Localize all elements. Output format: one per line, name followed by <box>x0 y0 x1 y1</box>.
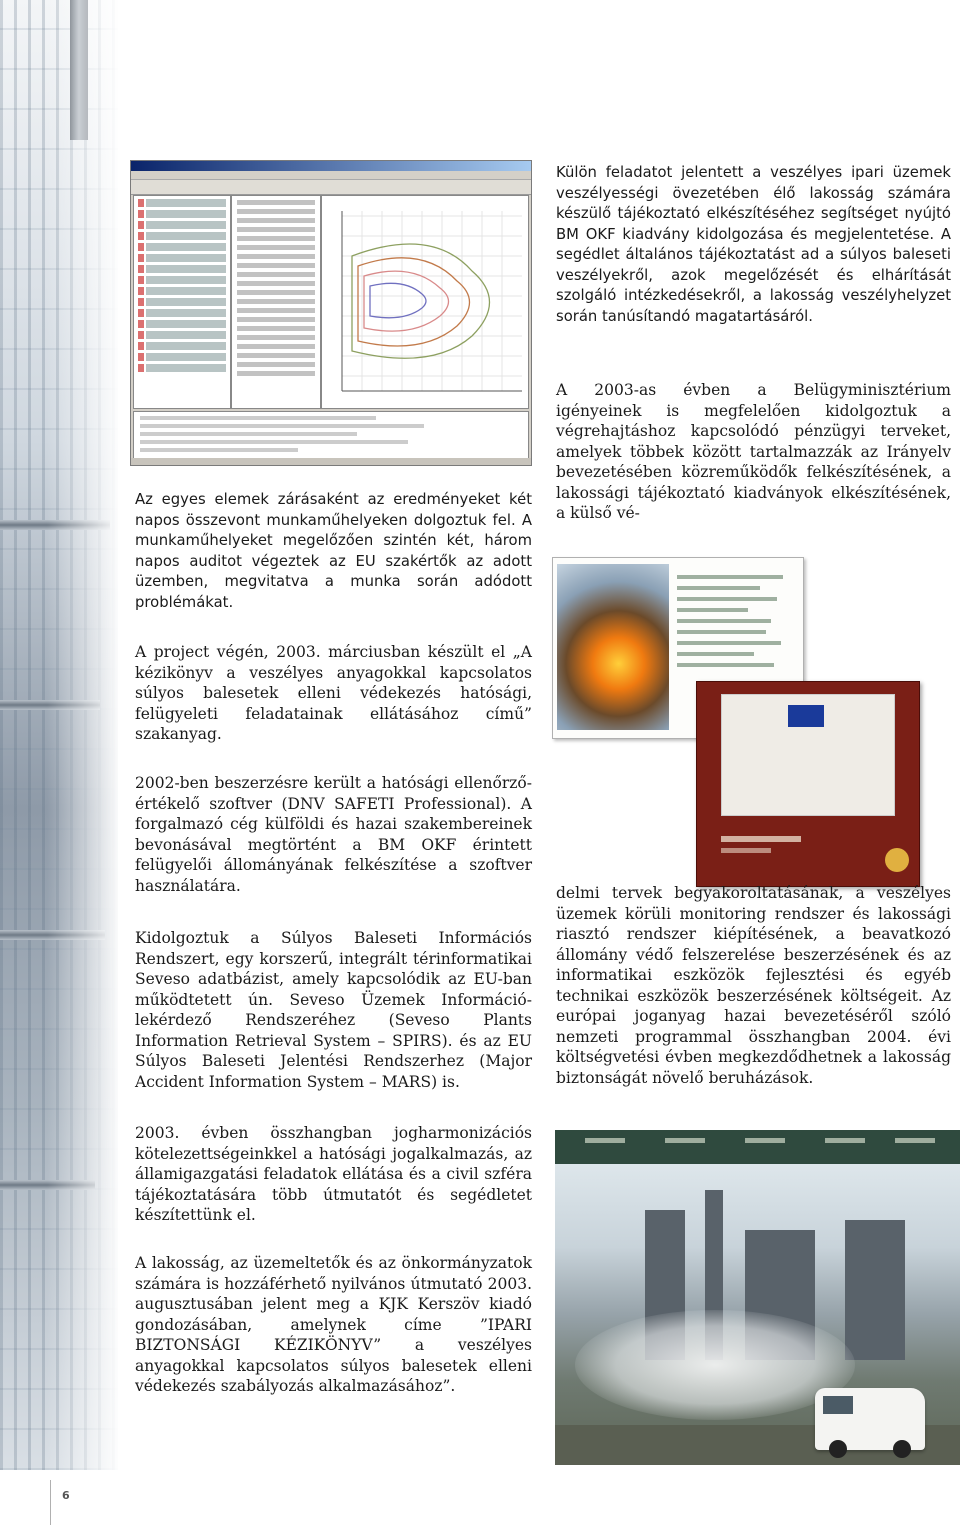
paragraph-penzugyi-tervek: A 2003-as évben a Belügyminisztérium igényeinek is megfelelően kidolgoztuk a végrehajtáshoz kapcsolódó pénzügyi terveket, amelyek többek között tartalmazzák az Irányelv bevezetésében közreműködők felkészítésének, a lakossági tájékoztató kiadványok elkészítésének, a külső vé- <box>556 381 951 522</box>
pipe <box>0 930 105 940</box>
industrial-background-photo <box>0 0 118 1470</box>
fire-photo <box>557 564 669 730</box>
study-tree-panel <box>133 195 231 409</box>
paragraph-informacios-rendszer: Kidolgoztuk a Súlyos Baleseti Információs Rendszert, egy korszerű, integrált térinformatikai Seveso adatbázist, amely kapcsolódik az EU-ban működtetett ún. Seveso Üzemek Információ-lekérdező Rendszeréhez (Seveso Plants Information Retrieval System – SPIRS). és az EU Súlyos Baleseti Jelentési Rendszerhez (Major Accident Information System – MARS) is. <box>135 929 532 1091</box>
water-spray-mist <box>575 1310 855 1420</box>
paragraph-szoftver: 2002-ben beszerzésre került a hatósági ellenőrző-értékelő szoftver (DNV SAFETI Professional). A forgalmazó cég külföldi és hazai szakembereinek bevonásával megtörtént a BM OKF érintett felügyelői állományának felkészítése a szoftver használatára. <box>135 774 532 895</box>
paragraph-vedelmi-tervek: delmi tervek begyakoroltatásának, a veszélyes üzemek körüli monitoring rendszer és lakossági riasztó rendszer kiépítésének, a beavatkozó állomány védő felszerelése beszerzésének és az informatikai eszközök fejlesztési és egyéb technikai eszközök beszerzésének költségeit. Az európai joganyag hazai bevezetéséről szóló nemzeti programmal összhangban 2004. évi költségvetési évben megkezdődhetnek a lakosság biztonságát növelő beruházások. <box>556 884 951 1087</box>
plant-structure <box>845 1220 905 1360</box>
industrial-safety-handbook-cover <box>696 681 920 887</box>
pipe <box>0 700 100 710</box>
paragraph-kezikonyv: A project végén, 2003. márciusban készült el „A kézikönyv a veszélyes anyagokkal kapcsolatos súlyos balesetek elleni védekezés hatósági, felügyeleti feladatainak ellátásához című” szakanyag. <box>135 643 532 743</box>
paragraph-ipari-biztonsagi-kezikonyv: A lakosság, az üzemeltetők és az önkormányzatok számára is hozzáférhető nyilvános útmutató 2003. augusztusában jelent meg a KJK Kerszöv kiadó gondozásában, amelynek címe ”IPARI BIZTONSÁGI KÉZIKÖNYV” a veszélyes anyagokkal kapcsolatos súlyos balesetek elleni védekezés szabályozás alkalmazásához”. <box>135 1254 532 1395</box>
paragraph-lakossagi-tajekoztato: Külön feladatot jelentett a veszélyes ipari üzemek veszélyességi övezetében élő lakosság számára készülő tájékoztató elkészítéséhez segítséget nyújtó BM OKF kiadvány kidolgozása és megjelentetése. A segédlet általános tájékoztatást ad a súlyos baleseti veszélyekről, azok megelőzését és elhárítását szolgáló intézkedésekről, a lakosság veszélyhelyzet során tanúsítandó magatartásáról. <box>556 164 951 325</box>
footprint-graph <box>322 196 528 408</box>
photo-header-strip <box>555 1130 960 1164</box>
cover-subtitle-lettering <box>721 848 771 853</box>
parameters-panel <box>231 195 321 409</box>
cover-inset <box>721 694 895 816</box>
chimney-tower <box>70 0 88 140</box>
cover-title-lettering <box>721 836 801 842</box>
publication-covers-photo <box>550 555 920 885</box>
menu-bar <box>131 171 531 180</box>
pipe <box>0 1180 95 1190</box>
page-number-rule <box>50 1480 51 1525</box>
safeti-software-screenshot <box>130 160 532 466</box>
cloud-footprint-plot <box>321 195 529 409</box>
page-number: 6 <box>62 1489 70 1502</box>
status-bar <box>131 458 531 465</box>
seal-icon <box>885 848 909 872</box>
log-output-panel <box>133 411 529 459</box>
pipe <box>0 520 110 530</box>
service-van <box>815 1388 925 1450</box>
toolbar <box>131 180 531 195</box>
field-exercise-photo <box>555 1130 960 1465</box>
paragraph-munkamuhelyek: Az egyes elemek zárásaként az eredményeket két napos összevont munkaműhelyeken dolgoztuk fel. A munkaműhelyeket megelőzően szintén két, három napos auditot végeztek az EU szakértők az adott üzemben, megvitatva a munka során adódott problémákat. <box>135 491 532 611</box>
window-title-bar <box>131 161 531 171</box>
eu-flag-icon <box>788 705 824 727</box>
paragraph-utmutatok: 2003. évben összhangban jogharmonizációs kötelezettségeinkkel a hatósági jogalkalmazás, az államigazgatási feladatok ellátása és a civil szféra tájékoztatására több útmutatót és segédletet készítettünk el. <box>135 1124 532 1224</box>
